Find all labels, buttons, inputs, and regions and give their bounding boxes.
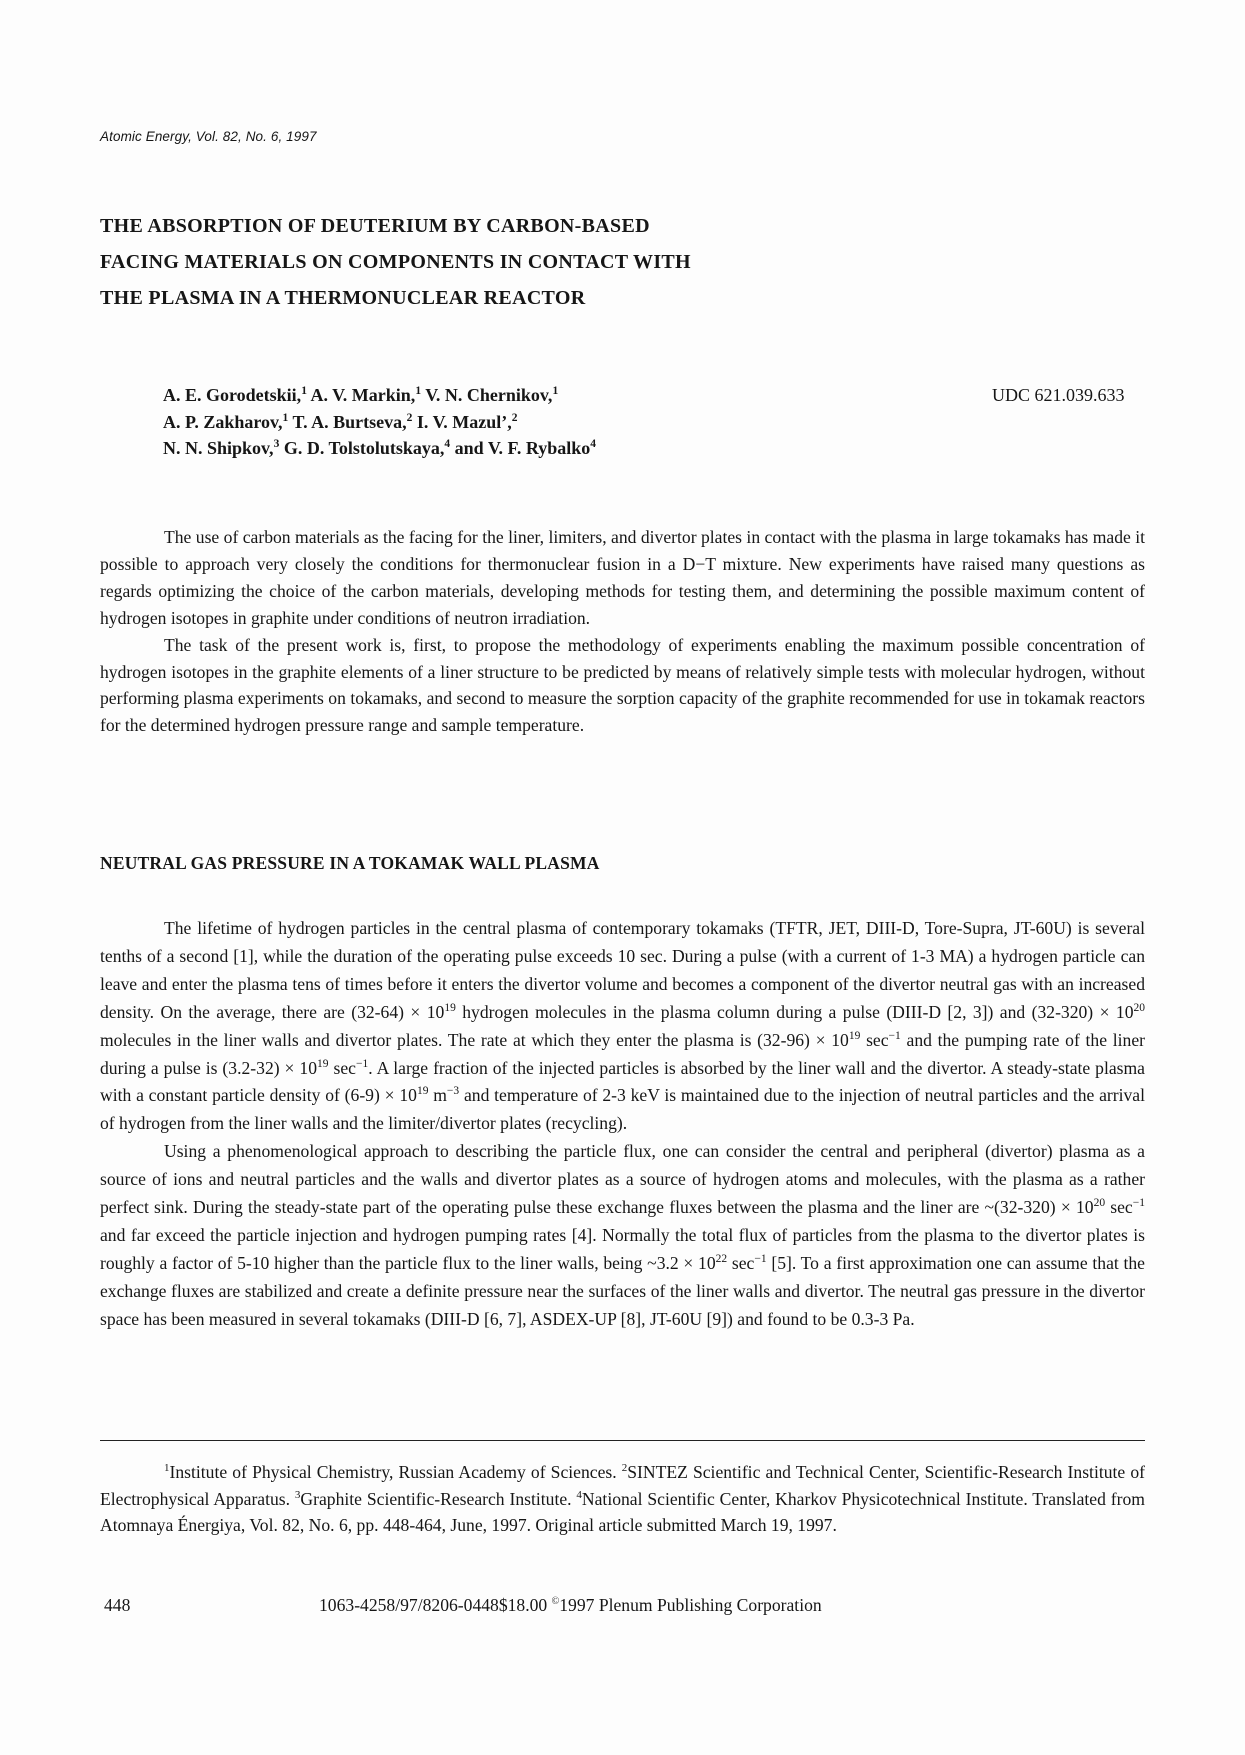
section-body (100, 915, 1145, 1334)
abstract-paragraph: The use of carbon materials as the facing for the liner, limiters, and divertor plates in contact with the plasma in large tokamaks has made it possible to approach very closely the conditions for thermonuclear fusion in a D−T mixture. New experiments have raised many questions as regards optimizing the choice of the carbon materials, developing methods for testing them, and determining the possible maximum content of hydrogen isotopes in graphite under conditions of neutron irradiation. (100, 527, 1145, 628)
author-line: A. E. Gorodetskii,$^1$ A. V. Markin,$^1$ V. N. Chernikov,$^1$ (163, 385, 559, 405)
author-line: A. P. Zakharov,$^1$ T. A. Burtseva,$^2$ I. V. Mazul’,$^2$ (163, 411, 518, 432)
section-heading: NEUTRAL GAS PRESSURE IN A TOKAMAK WALL PLASMA (100, 853, 600, 873)
article-title (100, 208, 860, 316)
copyright-line: 1063-4258/97/8206-0448$18.00 ©1997 Plenum Publishing Corporation (319, 1595, 822, 1615)
page-number: 448 (104, 1595, 131, 1615)
affiliations-footnote: $^1$Institute of Physical Chemistry, Russian Academy of Sciences. $^2$SINTEZ Scientific and Technical Center, Scientific-Research Institute of Electrophysical Apparatus. $^3$Graphite Scientific-Research Institute. $^4$National Scientific Center, Kharkov Physicotechnical Institute. Translated from Atomnaya Énergiya, Vol. 82, No. 6, pp. 448-464, June, 1997. Original article submitted March 19, 1997. (100, 1462, 1145, 1536)
title-line: FACING MATERIALS ON COMPONENTS IN CONTACT WITH (100, 251, 691, 273)
body-paragraph: Using a phenomenological approach to describing the particle flux, one can consider the central and peripheral (divertor) plasma as a source of ions and neutral particles and the walls and divertor plates as a source of hydrogen atoms and molecules, with the plasma as a rather perfect sink. During the steady-state part of the operating pulse these exchange fluxes between the plasma and the liner are ~(32-320) × $10^{20}$ $\sec^{-1}$ and far exceed the particle injection and hydrogen pumping rates [4]. Normally the total flux of particles from the plasma to the divertor plates is roughly a factor of 5-10 higher than the particle flux to the liner walls, being ~3.2 × $10^{22}$ $\sec^{-1} [5]$. To a first approximation one can assume that the exchange fluxes are stabilized and create a definite pressure near the surfaces of the liner walls and divertor. The neutral gas pressure in the divertor space has been measured in several tokamaks (DIII-D [6, 7], ASDEX-UP [8], JT-60U [9]) and found to be 0.3-3 Pa. (100, 1141, 1145, 1329)
author-line: N. N. Shipkov,$^3$ G. D. Tolstolutskaya,$^4$ and V. F. Rybalko$^4$ (163, 438, 596, 458)
abstract-paragraph: The task of the present work is, first, to propose the methodology of experiments enabling the maximum possible concentration of hydrogen isotopes in the graphite elements of a liner structure to be predicted by means of relatively simple tests with molecular hydrogen, without performing plasma experiments on tokamaks, and second to measure the sorption capacity of the graphite recommended for use in tokamak reactors for the determined hydrogen pressure range and sample temperature. (100, 634, 1145, 736)
abstract (100, 524, 1145, 739)
journal-citation: Atomic Energy, Vol. 82, No. 6, 1997 (100, 129, 317, 144)
title-line: THE PLASMA IN A THERMONUCLEAR REACTOR (100, 287, 586, 309)
body-paragraph: The lifetime of hydrogen particles in the central plasma of contemporary tokamaks (TFTR, JET, DIII-D, Tore-Supra, JT-60U) is several tenths of a second [1], while the duration of the operating pulse exceeds 10 sec. During a pulse (with a current of 1-3 MA) a hydrogen particle can leave and enter the plasma tens of times before it enters the divertor volume and becomes a component of the divertor neutral gas with an increased density. On the average, there are $(32-64) \times 10^{19}$ hydrogen molecules in the plasma column during a pulse (DIII-D [2, 3]) and $(32-320) \times 10^{20}$ molecules in the liner walls and divertor plates. The rate at which they enter the plasma is $(32-96) \times 10^{19}$ $\sec^{-1}$ and the pumping rate of the liner during a pulse is $(3.2-32) \times 10^{19}$ $\sec^{-1}$. A large fraction of the injected particles is absorbed by the liner wall and the divertor. A steady-state plasma with a constant particle density of $(6-9) \times 10^{19}$ $m^{-3}$ and temperature of 2-3 keV is maintained due to the injection of neutral particles and the arrival of hydrogen from the liner walls and the limiter/divertor plates (recycling). (100, 918, 1146, 1134)
title-line: THE ABSORPTION OF DEUTERIUM BY CARBON-BASED (100, 215, 650, 237)
author-list (163, 382, 596, 462)
footnote-divider (100, 1440, 1145, 1441)
udc-code: UDC 621.039.633 (992, 385, 1125, 405)
